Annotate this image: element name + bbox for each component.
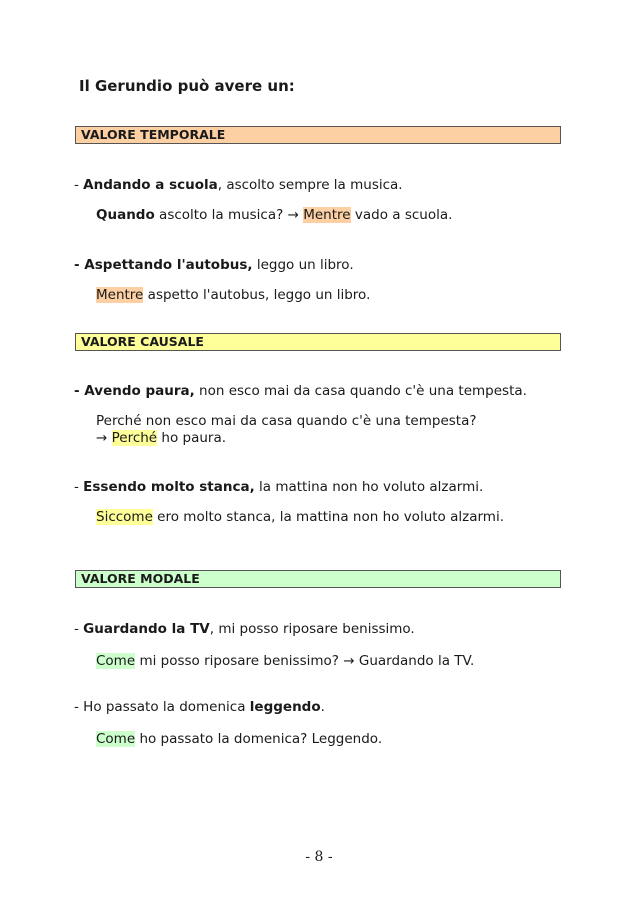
sentence-rest: . xyxy=(320,699,325,715)
dash: - xyxy=(74,621,84,637)
gerund-phrase: Andando a scuola xyxy=(83,177,218,193)
answer-text: Guardando la TV. xyxy=(354,653,475,669)
section-heading-temporale: VALORE TEMPORALE xyxy=(75,126,561,144)
answer-text: vado a scuola. xyxy=(350,207,453,223)
highlight-conjunction: Siccome xyxy=(96,509,153,525)
dash: - xyxy=(74,479,84,495)
explanation-temporale-1 xyxy=(96,207,452,223)
highlight-conjunction: Mentre xyxy=(303,207,351,223)
gerund-word: leggendo xyxy=(249,699,321,715)
example-causale-2 xyxy=(74,479,483,495)
sentence-start: - Ho passato la domenica xyxy=(74,699,250,715)
gerund-phrase: Essendo molto stanca, xyxy=(83,479,255,495)
explanation-temporale-2 xyxy=(96,287,370,303)
highlight-conjunction: Come xyxy=(96,731,136,747)
explanation-causale-1-line1: Perché non esco mai da casa quando c'è una tempesta? xyxy=(96,413,477,429)
explanation-causale-2 xyxy=(96,509,504,525)
sentence-rest: , mi posso riposare benissimo. xyxy=(209,621,415,637)
arrow-icon: → xyxy=(343,653,355,669)
answer-text: aspetto l'autobus, leggo un libro. xyxy=(143,287,371,303)
example-temporale-2 xyxy=(74,257,354,273)
section-heading-modale: VALORE MODALE xyxy=(75,570,561,588)
space xyxy=(107,430,111,446)
answer-text: ero molto stanca, la mattina non ho voluto alzarmi. xyxy=(152,509,504,525)
dash: - xyxy=(74,177,84,193)
answer-text: ho paura. xyxy=(157,430,227,446)
explanation-modale-2 xyxy=(96,731,382,747)
example-causale-1 xyxy=(74,383,527,399)
gerund-phrase: - Aspettando l'autobus, xyxy=(74,257,253,273)
arrow-icon: → xyxy=(96,430,108,446)
page-number: - 8 - xyxy=(305,849,333,865)
section-heading-causale: VALORE CAUSALE xyxy=(75,333,561,351)
answer-text: ho passato la domenica? Leggendo. xyxy=(135,731,383,747)
question-text: mi posso riposare benissimo? xyxy=(135,653,344,669)
question-word: Quando xyxy=(96,207,155,223)
highlight-conjunction: Come xyxy=(96,653,136,669)
explanation-causale-1-line2 xyxy=(96,430,226,446)
sentence-rest: non esco mai da casa quando c'è una tempesta. xyxy=(194,383,527,399)
highlight-conjunction: Mentre xyxy=(96,287,144,303)
example-modale-2 xyxy=(74,699,325,715)
question-text: ascolto la musica? xyxy=(154,207,288,223)
gerund-phrase: - Avendo paura, xyxy=(74,383,195,399)
example-modale-1 xyxy=(74,621,415,637)
gerund-phrase: Guardando la TV xyxy=(83,621,210,637)
example-temporale-1 xyxy=(74,177,403,193)
sentence-rest: , ascolto sempre la musica. xyxy=(217,177,403,193)
explanation-modale-1 xyxy=(96,653,474,669)
arrow-icon: → xyxy=(287,207,299,223)
page-title: Il Gerundio può avere un: xyxy=(79,77,295,95)
highlight-conjunction: Perché xyxy=(111,430,158,446)
sentence-rest: leggo un libro. xyxy=(252,257,354,273)
sentence-rest: la mattina non ho voluto alzarmi. xyxy=(254,479,484,495)
